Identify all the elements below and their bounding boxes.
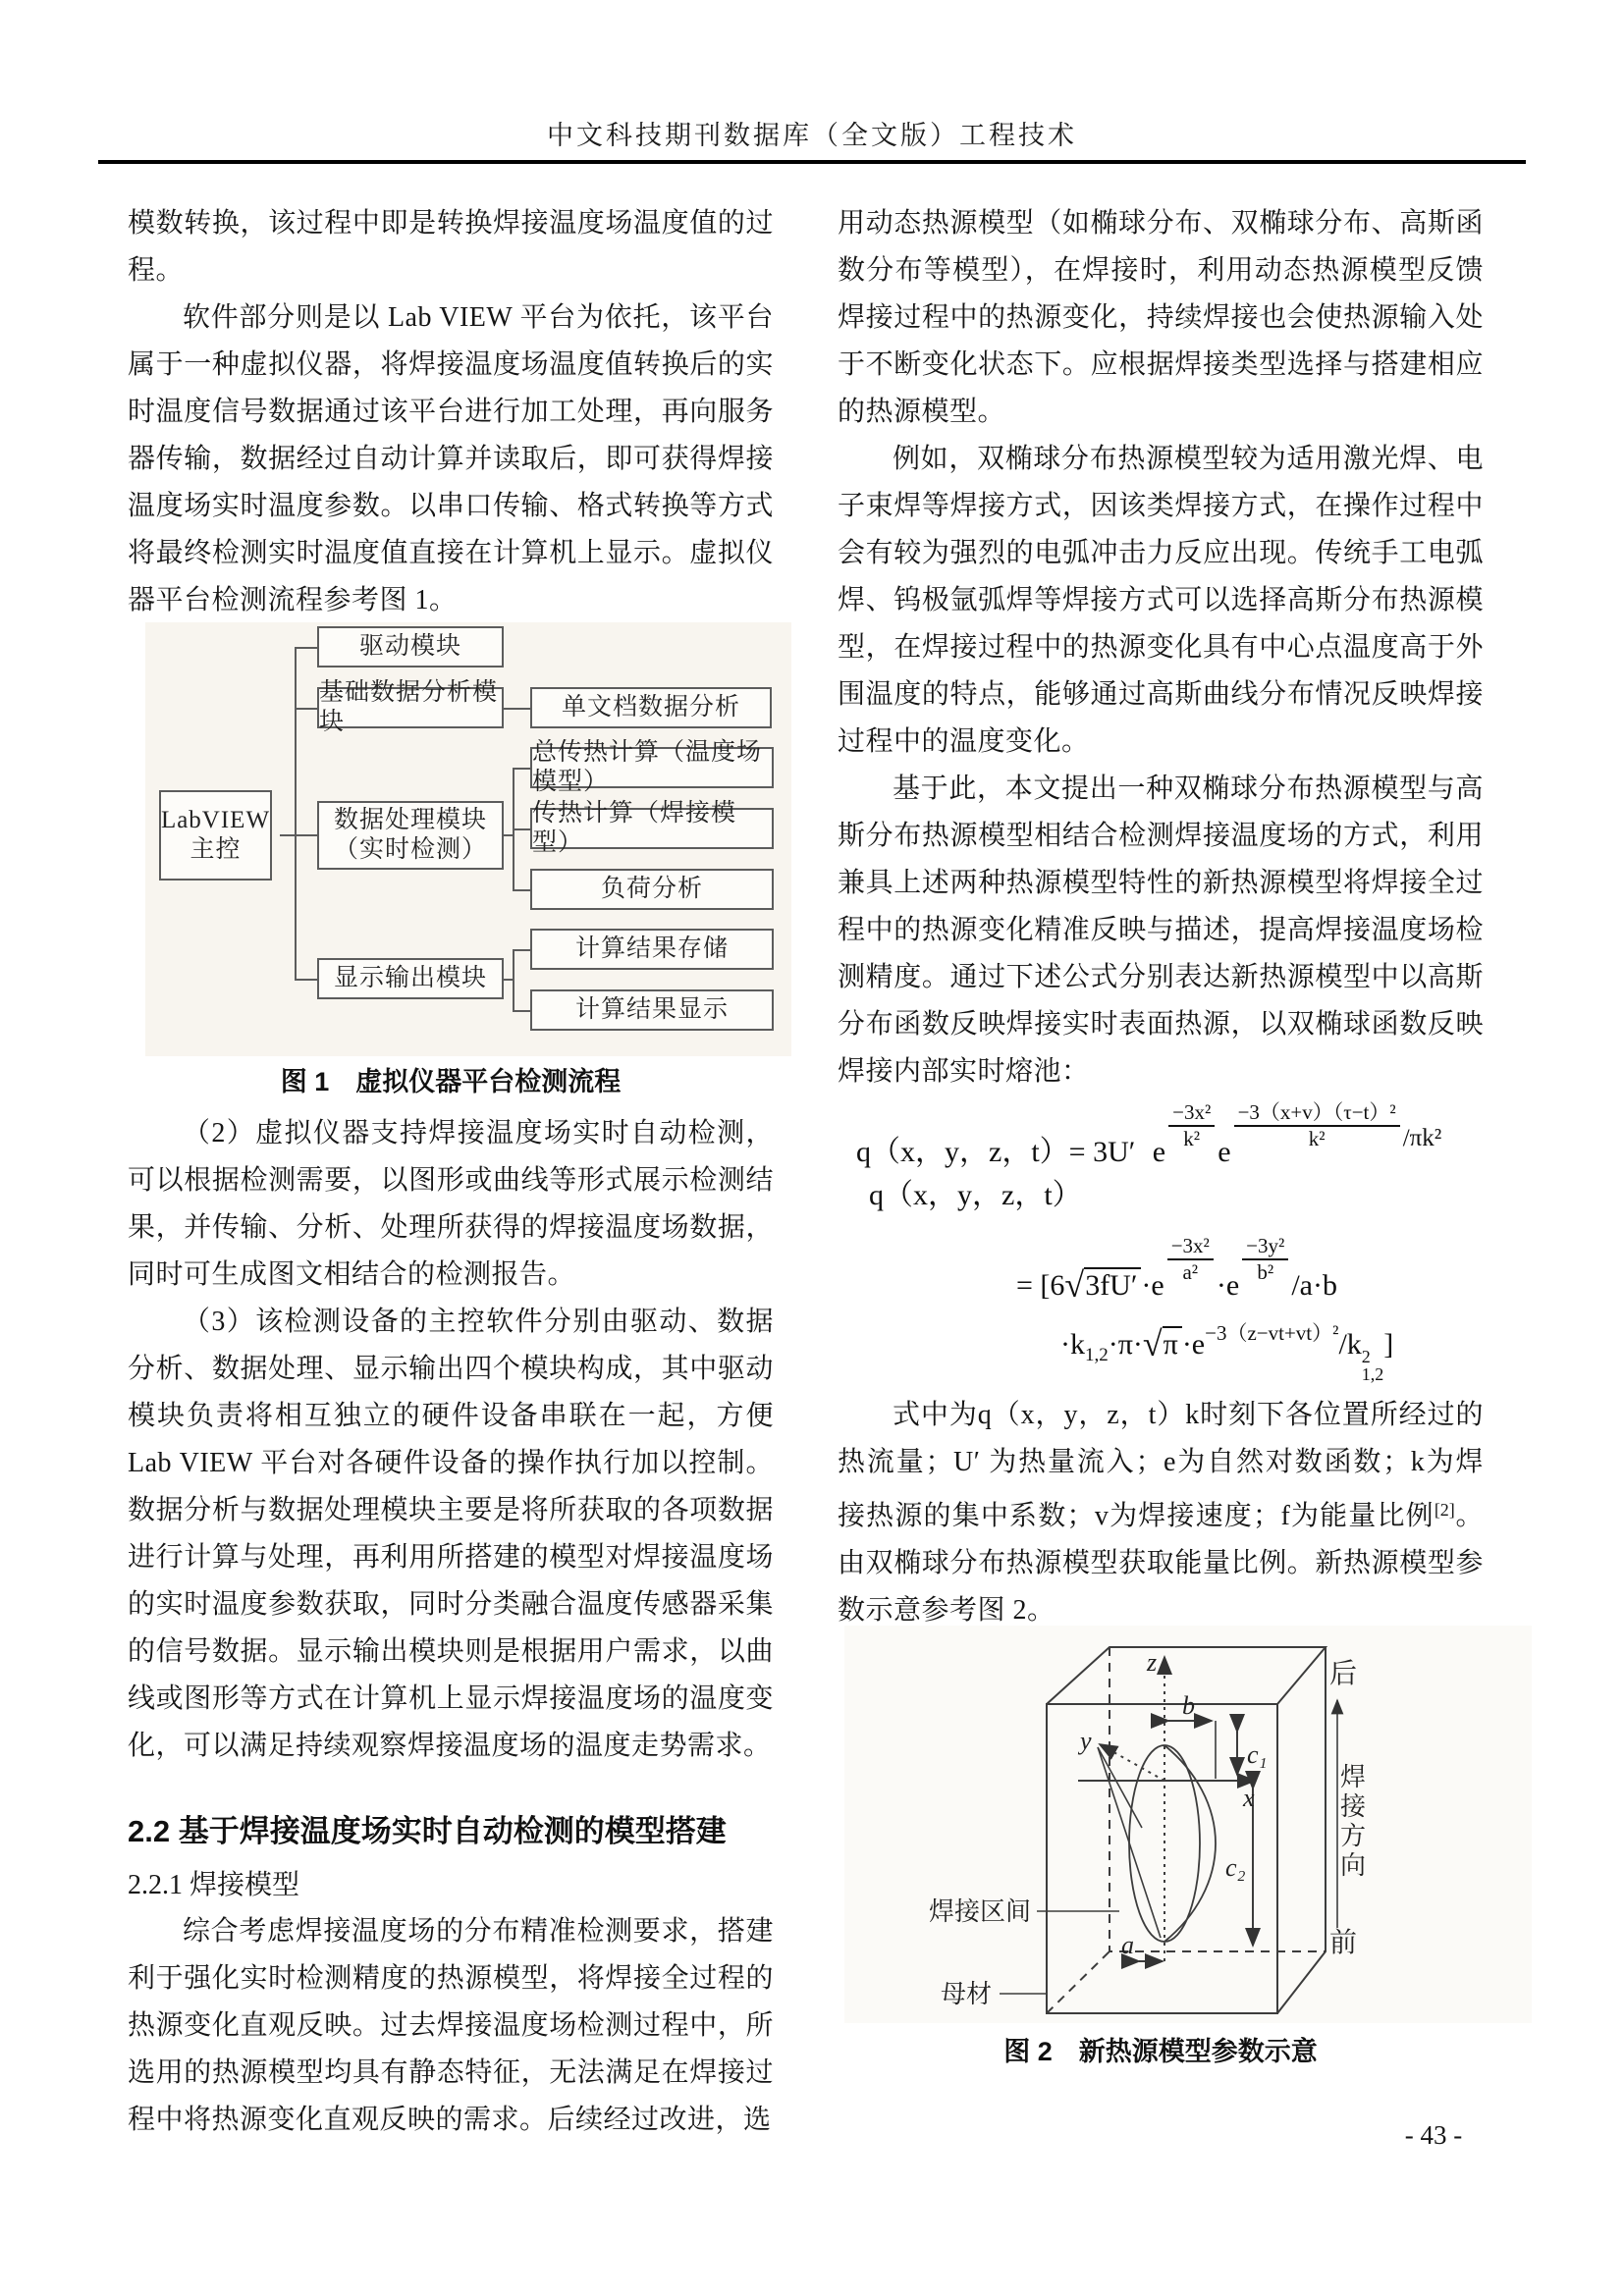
flow-stub [513,889,530,891]
base-metal-label: 母材 [941,1980,993,2008]
k-sup-sub-stack [1362,1348,1384,1383]
flow-node-label: 主控 [189,836,242,863]
equation-lhs: q（x，y，z，t） [869,1179,1082,1211]
equation-e: e [1218,1136,1231,1169]
radicand: 3fU′ [1084,1267,1141,1302]
flow-stub [295,647,317,649]
rear-label: 后 [1329,1659,1358,1689]
equation-k: /k [1338,1328,1362,1361]
equation-e: ·e [1216,1269,1240,1303]
flow-node-label: 显示输出模块 [333,965,487,991]
radical-sign: √ [1142,1324,1163,1363]
flow-node-result-store [530,929,774,970]
fraction-denominator: k² [1308,1127,1326,1151]
weld-direction-label: 焊接方向 [1336,1763,1366,1881]
flow-stub [295,979,317,981]
paragraph [838,1392,1484,1634]
section-heading-2-2: 2.2 基于焊接温度场实时自动检测的模型搭建 [128,1814,727,1848]
flow-node-label: 总传热计算（温度场模型） [532,739,763,795]
left-column-middle [128,1110,774,1770]
k-superscript: 2 [1361,1347,1371,1366]
flow-connector [504,834,513,836]
equation-open: = [6 [1016,1269,1065,1303]
equation-e: e [1152,1136,1166,1169]
radical [1064,1264,1141,1306]
dimension-c2-label: c₂ [1225,1853,1246,1882]
paragraph: 用动态热源模型（如椭球分布、双椭球分布、高斯函数分布等模型），在焊接时，利用动态热源模型反馈焊接过程中的热源变化，持续焊接也会使热源输入处于不断变化状态下。应根据焊接类型选择与搭建相应的热源模型。 [838,208,1484,427]
equation-inner-pool-line2 [1016,1235,1337,1306]
equation-exponent: −3（z−vt+vt）² [1205,1321,1339,1345]
paragraph: 综合考虑焊接温度场的分布精准检测要求，搭建利于强化实时检测精度的热源模型，将焊接全过程的热源变化直观反映。过去焊接温度场检测过程中，所选用的热源模型均具有静态特征，无法满足在焊接过程中将热源变化直观反映的需求。后续经过改进，选 [128,1916,774,2135]
equation-inner-pool-line3 [1060,1317,1393,1383]
flow-node-label: 基础数据分析模块 [319,679,499,735]
fraction-denominator: k² [1183,1127,1201,1151]
flow-connector [504,979,513,981]
figure1-flowchart [145,622,791,1056]
equation-tail: /πk² [1402,1125,1442,1152]
paragraph: （3）该检测设备的主控软件分别由驱动、数据分析、数据处理、显示输出四个模块构成，其中驱动模块负责将相互独立的硬件设备串联在一起，方便 Lab VIEW 平台对各硬件设备的操作执行加以控制。数据分析与数据处理模块主要是将所获取的各项数据进行计算与处理，再利用所搭建的模型对焊接温度场的实时温度参数获取，同时分类融合温度传感器采集的信号数据。显示输出模块则是根据用户需求，以曲线或图形等方式在计算机上显示焊接温度场的温度变化，可以满足持续观察焊接温度场的温度走势需求。 [128,1307,774,1761]
flow-node-single-doc [530,687,772,728]
figure2-heat-source-model [844,1626,1532,2023]
flow-node-label: 传热计算（焊接模型） [532,800,737,856]
equation-k: ·k [1060,1328,1085,1361]
flow-stub [513,828,530,830]
radical-sign: √ [1064,1265,1085,1306]
flow-node-label: 数据处理模块 [333,807,487,833]
k-subscript: 1,2 [1361,1364,1384,1384]
front-label: 前 [1329,1928,1358,1958]
y-axis-label: y [1080,1727,1092,1755]
flow-node-labview-root [159,790,272,881]
flow-node-data-process [317,801,504,870]
equation-surface-heat-source [856,1101,1441,1170]
header-rule [98,160,1526,164]
paragraph: （2）虚拟仪器支持焊接温度场实时自动检测，可以根据检测需要，以图形或曲线等形式展示检测结果，并传输、分析、处理所获得的焊接温度场数据，同时可生成图文相结合的检测报告。 [128,1118,774,1290]
dimension-c1-label: c₁ [1247,1740,1268,1769]
paragraph: 模数转换，该过程中即是转换焊接温度场温度值的过程。 [128,208,774,286]
equation-pi: ·π· [1108,1328,1143,1361]
flow-stub [513,768,530,770]
flow-trunk-line [295,647,297,981]
page-header-journal-title: 中文科技期刊数据库（全文版）工程技术 [547,121,1077,150]
flow-node-label: 计算结果显示 [574,996,729,1023]
z-axis-label: z [1147,1648,1158,1677]
flow-stub [295,708,317,710]
k-subscript: 1,2 [1085,1345,1109,1365]
right-column-middle [838,1392,1484,1634]
weld-zone-label: 焊接区间 [929,1897,1032,1926]
flow-node-label: LabVIEW [160,807,271,833]
dimension-b-label: b [1182,1691,1195,1720]
equation-e: ·e [1141,1269,1164,1303]
paragraph: 基于此，本文提出一种双椭球分布热源模型与高斯分布热源模型相结合检测焊接温度场的方式，利用兼具上述两种热源模型特性的新热源模型将焊接全过程中的热源变化精准反映与描述，提高焊接温度场检测精度。通过下述公式分别表达新热源模型中以高斯分布函数反映焊接实时表面热源，以双椭球函数反映焊接内部实时熔池： [838,774,1484,1087]
right-column-top [838,200,1484,1095]
flow-stub [513,1010,530,1012]
flow-stub [295,834,317,836]
equation-inner-pool-lhs [869,1170,1082,1213]
left-column-top [128,200,774,624]
fraction-numerator: −3y² [1242,1235,1288,1260]
left-column-bottom [128,1908,774,2144]
flow-trunk-line-3 [513,949,514,1012]
radicand: π [1163,1326,1182,1361]
paragraph-text: 。由双椭球分布热源模型获取能量比例。新热源模型参数示意参考图 2。 [838,1501,1484,1626]
flow-node-label: 计算结果存储 [574,935,729,962]
paragraph: 例如，双椭球分布热源模型较为适用激光焊、电子束焊等焊接方式，因该类焊接方式，在操作过程中会有较为强烈的电弧冲击力反应出现。传统手工电弧焊、钨极氩弧焊等焊接方式可以选择高斯分布热源模型，在焊接过程中的热源变化具有中心点温度高于外围温度的特点，能够通过高斯曲线分布情况反映焊接过程中的温度变化。 [838,444,1484,757]
figure1-caption: 图 1 虚拟仪器平台检测流程 [280,1067,622,1096]
equation-exponent-fraction [1167,1235,1214,1284]
equation-close: ] [1383,1328,1394,1361]
flow-node-label: 负荷分析 [600,876,703,902]
figure2-drawing [844,1626,1532,2023]
equation-lhs: q（x，y，z，t）= 3U′ [856,1136,1136,1169]
x-axis-label: x [1243,1784,1255,1812]
fraction-denominator: a² [1182,1260,1199,1285]
fraction-denominator: b² [1257,1260,1274,1285]
equation-e: ·e [1181,1328,1206,1361]
flow-node-label: 单文档数据分析 [561,694,740,721]
flow-node-total-heat [530,739,774,795]
page-number: - 43 - [1404,2120,1463,2150]
radical [1143,1323,1182,1364]
equation-tail: /a·b [1291,1269,1337,1303]
flow-node-result-show [530,989,774,1031]
flow-node-display-output [317,958,504,999]
equation-exponent-fraction [1168,1101,1215,1150]
equation-exponent-fraction [1242,1235,1288,1284]
cuboid-right-face [1277,1647,1326,2013]
citation-reference: [2] [1434,1500,1455,1520]
fraction-numerator: −3x² [1168,1101,1215,1127]
flow-node-basic-analysis [317,679,504,735]
flow-node-label: 驱动模块 [358,633,461,660]
flow-node-load-analysis [530,869,774,910]
dimension-a-label: a [1121,1931,1134,1959]
flow-root-connector [280,834,295,836]
subsection-heading-2-2-1: 2.2.1 焊接模型 [128,1870,300,1900]
flow-node-heat-calc [530,800,774,856]
flow-node-label: （实时检测） [333,836,487,863]
paragraph: 软件部分则是以 Lab VIEW 平台为依托，该平台属于一种虚拟仪器，将焊接温度场温度值转换后的实时温度信号数据通过该平台进行加工处理，再向服务器传输，数据经过自动计算并读取后，即可获得焊接温度场实时温度参数。以串口传输、格式转换等方式将最终检测实时温度值直接在计算机上显示。虚拟仪器平台检测流程参考图 1。 [128,302,774,615]
fraction-numerator: −3（x+v）（τ−t）² [1234,1101,1400,1127]
figure2-caption: 图 2 新热源模型参数示意 [1003,2037,1318,2066]
equation-exponent-fraction [1234,1101,1400,1150]
fraction-numerator: −3x² [1167,1235,1214,1260]
flow-stub [513,949,530,951]
flow-connector [504,708,530,710]
paragraph-text: 式中为q（x，y，z，t）k时刻下各位置所经过的热流量；U′ 为热量流入；e为自然对数函数；k为焊接热源的集中系数；v为焊接速度；f为能量比例 [838,1400,1484,1531]
flow-node-drive-module [317,626,504,667]
